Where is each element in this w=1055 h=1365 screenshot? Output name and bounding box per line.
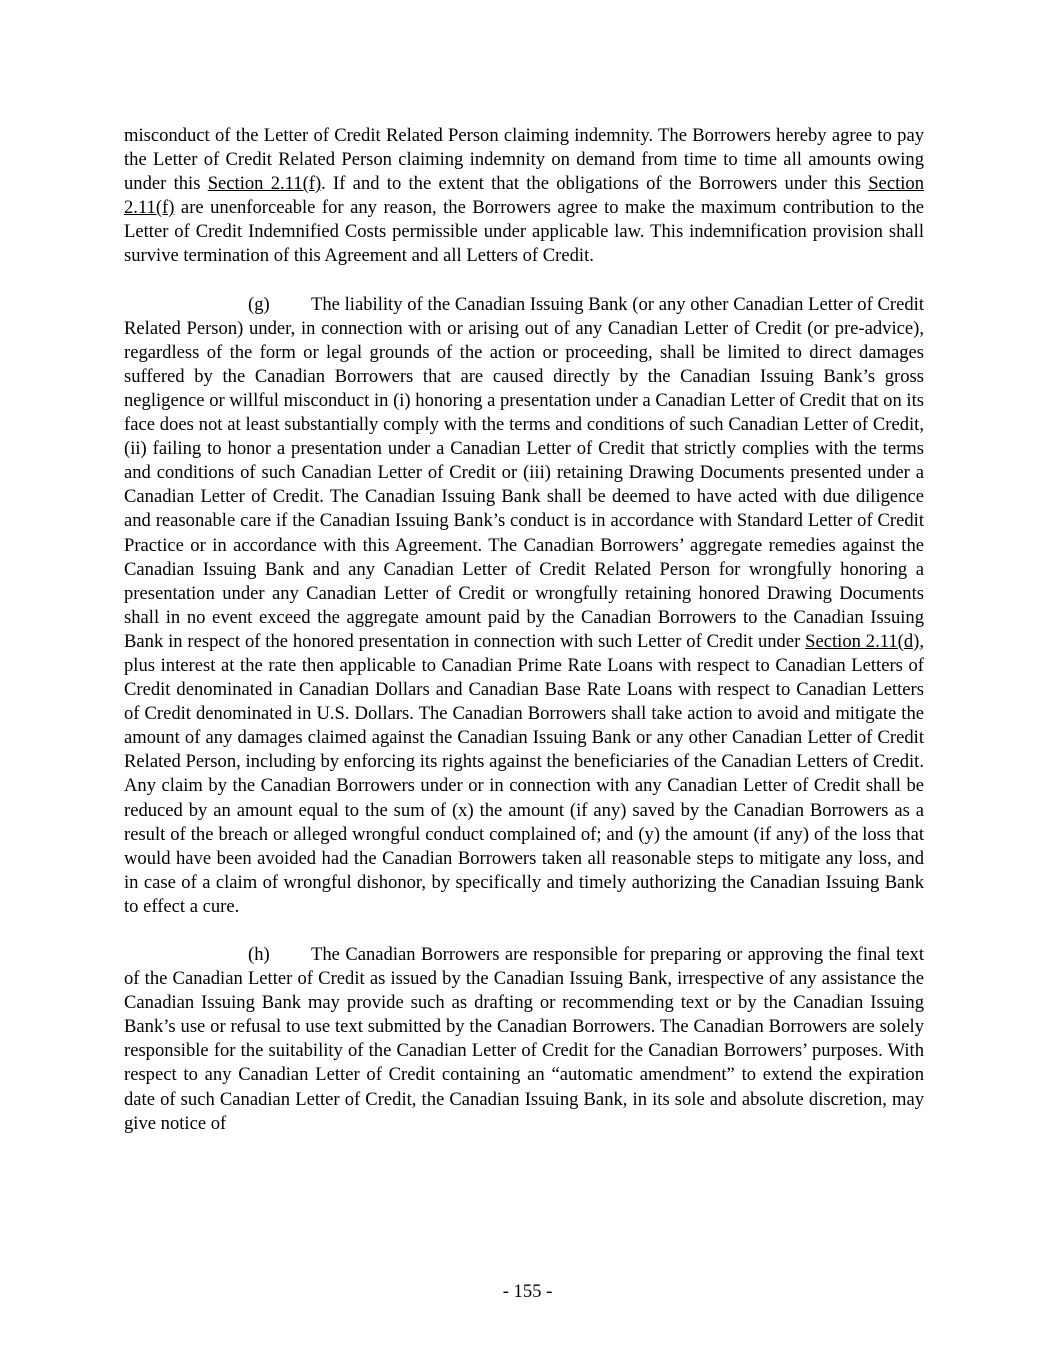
section-reference: Section 2.11(f) — [207, 173, 322, 195]
paragraph-g — [124, 293, 924, 919]
text-run: are unenforceable for any reason, the Borrowers agree to make the maximum contribution to the Letter of Credit Indemnified Costs permissible under applicable law. This indemnification provision shall survive termination of this Agreement and all Letters of Credit. — [124, 197, 924, 267]
text-run: . If and to the extent that the obligations of the Borrowers under this — [321, 173, 869, 195]
paragraph-h — [124, 943, 924, 1136]
section-reference: Section 2.11(d) — [805, 630, 920, 652]
section-reference: Section 2.11(f) — [124, 173, 924, 219]
page-number: - 155 - — [502, 1281, 553, 1302]
document-page — [124, 124, 924, 1160]
paragraph-f-continued — [124, 124, 924, 269]
text-run: The liability of the Canadian Issuing Bank (or any other Canadian Letter of Credit Related Person) under, in connection with or arising out of any Canadian Letter of Credit (or pre-advice), regardless of the form or legal grounds of the action or proceeding, shall be limited to direct damages suffered by the Canadian Borrowers that are caused directly by the Canadian Issuing Bank’s gross negligence or willful misconduct in (i) honoring a presentation under a Canadian Letter of Credit that on its face does not at least substantially comply with the terms and conditions of such Canadian Letter of Credit, (ii) failing to honor a presentation under a Canadian Letter of Credit that strictly complies with the terms and conditions of such Canadian Letter of Credit or (iii) retaining Drawing Documents presented under a Canadian Letter of Credit. The Canadian Issuing Bank shall be deemed to have acted with due diligence and reasonable care if the Canadian Issuing Bank’s conduct is in accordance with Standard Letter of Credit Practice or in accordance with this Agreement. The Canadian Borrowers’ aggregate remedies against the Canadian Issuing Bank and any Canadian Letter of Credit Related Person for wrongfully honoring a presentation under any Canadian Letter of Credit or wrongfully retaining honored Drawing Documents shall in no event exceed the aggregate amount paid by the Canadian Borrowers to the Canadian Issuing Bank in respect of the honored presentation in connection with such Letter of Credit under — [124, 293, 924, 652]
paragraph-number: (g) — [248, 293, 270, 315]
paragraph-number: (h) — [248, 944, 270, 965]
text-run: , plus interest at the rate then applicable to Canadian Prime Rate Loans with respect to Canadian Letters of Credit denominated in Canadian Dollars and Canadian Base Rate Loans with respect to Canadian Letters of Credit denominated in U.S. Dollars. The Canadian Borrowers shall take action to avoid and mitigate the amount of any damages claimed against the Canadian Issuing Bank or any other Canadian Letter of Credit Related Person, including by enforcing its rights against the beneficiaries of the Canadian Letters of Credit. Any claim by the Canadian Borrowers under or in connection with any Canadian Letter of Credit shall be reduced by an amount equal to the sum of (x) the amount (if any) saved by the Canadian Borrowers as a result of the breach or alleged wrongful conduct complained of; and (y) the amount (if any) of the loss that would have been avoided had the Canadian Borrowers taken all reasonable steps to mitigate any loss, and in case of a claim of wrongful dishonor, by specifically and timely authorizing the Canadian Issuing Bank to effect a cure. — [124, 630, 924, 917]
text-run: misconduct of the Letter of Credit Related Person claiming indemnity. The Borrowers hereby agree to pay the Letter of Credit Related Person claiming indemnity on demand from time to time all amounts owing under this — [124, 125, 924, 195]
text-run: The Canadian Borrowers are responsible for preparing or approving the final text of the Canadian Letter of Credit as issued by the Canadian Issuing Bank, irrespective of any assistance the Canadian Issuing Bank may provide such as drafting or recommending text or by the Canadian Issuing Bank’s use or refusal to use text submitted by the Canadian Borrowers. The Canadian Borrowers are solely responsible for the suitability of the Canadian Letter of Credit for the Canadian Borrowers’ purposes. With respect to any Canadian Letter of Credit containing an “automatic amendment” to extend the expiration date of such Canadian Letter of Credit, the Canadian Issuing Bank, in its sole and absolute discretion, may give notice of — [124, 944, 924, 1134]
